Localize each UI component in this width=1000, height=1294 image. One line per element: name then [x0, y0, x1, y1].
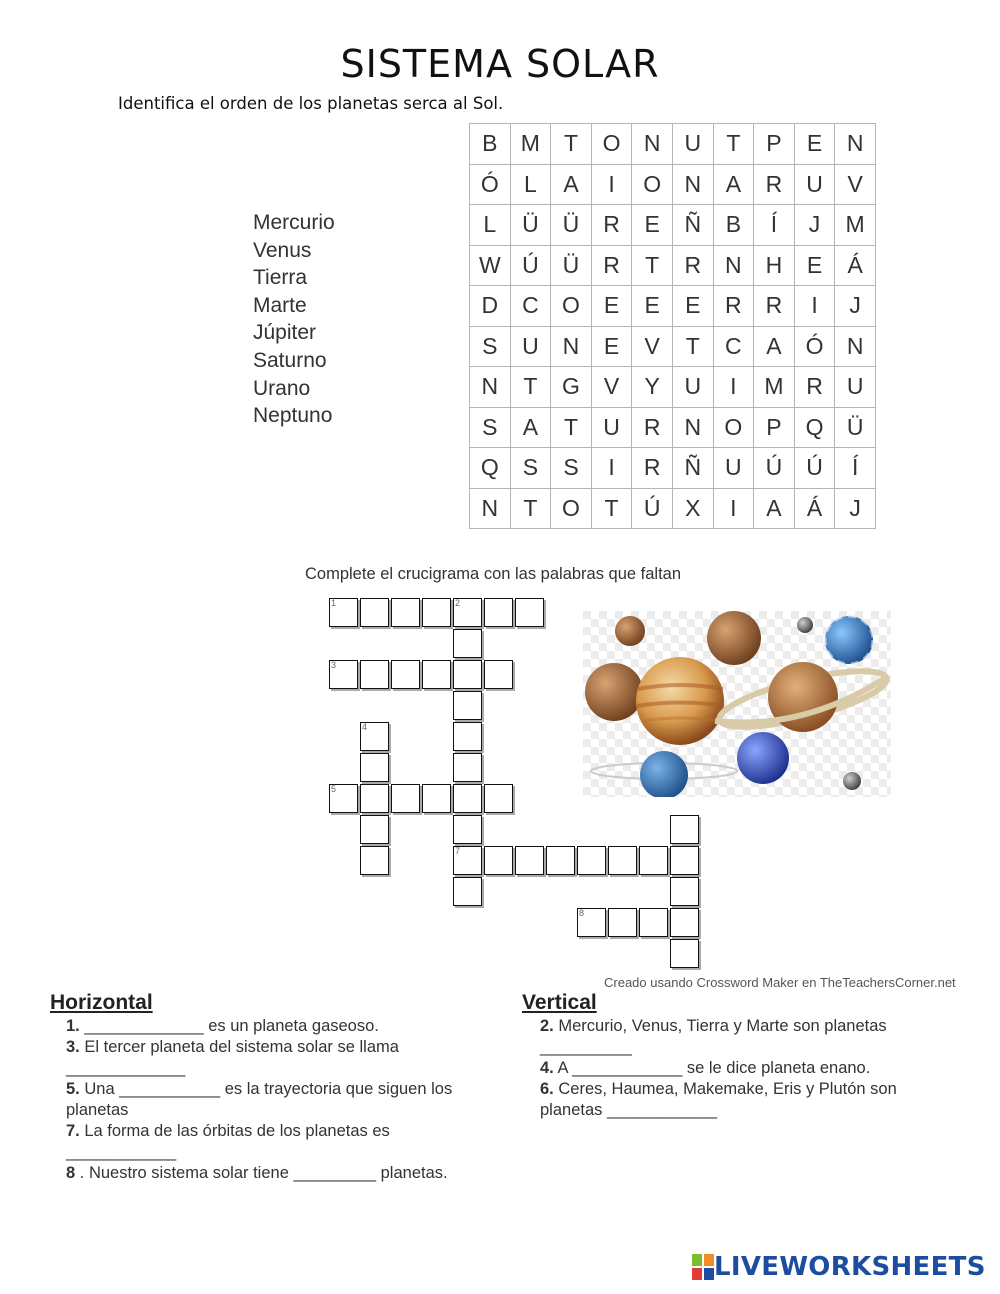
word-search-cell[interactable]: I	[713, 367, 754, 408]
crossword-cell[interactable]	[608, 846, 637, 875]
crossword-cell[interactable]	[360, 753, 389, 782]
clue-number: 5.	[66, 1080, 80, 1098]
word-search-cell[interactable]: O	[713, 407, 754, 448]
word-search-cell[interactable]: R	[591, 205, 632, 246]
clue-text: El tercer planeta del sistema solar se llama	[84, 1038, 399, 1056]
word-search-cell[interactable]: T	[551, 407, 592, 448]
word-search-cell[interactable]: A	[551, 164, 592, 205]
word-search-cell[interactable]: Ú	[510, 245, 551, 286]
clue-text: Mercurio, Venus, Tierra y Marte son planetas	[558, 1017, 887, 1035]
word-search-cell[interactable]: V	[632, 326, 673, 367]
crossword-cell[interactable]	[670, 846, 699, 875]
page-title: SISTEMA SOLAR	[340, 42, 660, 86]
word-search-cell[interactable]: Á	[794, 488, 835, 529]
crossword-number: 5	[331, 784, 337, 794]
word-search-cell[interactable]: Q	[794, 407, 835, 448]
crossword-cell[interactable]	[360, 815, 389, 844]
clue-line	[540, 1016, 960, 1037]
mercury-planet	[615, 616, 645, 646]
word-search-cell[interactable]: H	[754, 245, 795, 286]
word-search-cell[interactable]: M	[510, 124, 551, 165]
word-search-cell[interactable]: U	[672, 367, 713, 408]
crossword-cell[interactable]	[670, 877, 699, 906]
clue-text: Una ___________ es la trayectoria que siguen los	[84, 1080, 453, 1098]
crossword-cell[interactable]	[453, 660, 482, 689]
clue-text: ____________	[66, 1143, 177, 1161]
crossword-cell[interactable]	[453, 691, 482, 720]
word-search-cell[interactable]: E	[632, 205, 673, 246]
logo-text: LIVEWORKSHEETS	[714, 1252, 986, 1282]
clue-text: . Nuestro sistema solar tiene _________ planetas.	[79, 1164, 448, 1182]
word-search-row	[470, 286, 876, 327]
word-search-cell[interactable]: N	[835, 326, 876, 367]
crossword-cell[interactable]	[360, 660, 389, 689]
crossword-cell[interactable]	[453, 629, 482, 658]
word-search-cell[interactable]: N	[470, 367, 511, 408]
word-search-cell[interactable]: E	[632, 286, 673, 327]
word-search-cell[interactable]: Ó	[470, 164, 511, 205]
word-search-cell[interactable]: T	[510, 367, 551, 408]
word-search-row	[470, 367, 876, 408]
word-search-cell[interactable]: I	[591, 164, 632, 205]
word-search-cell[interactable]: U	[835, 367, 876, 408]
crossword-cell[interactable]	[515, 846, 544, 875]
clue-text: La forma de las órbitas de los planetas es	[84, 1122, 390, 1140]
instructions: Identifica el orden de los planetas serca al Sol.	[118, 94, 504, 113]
word-list-item: Saturno	[253, 348, 327, 372]
word-search-cell[interactable]: Ú	[794, 448, 835, 489]
crossword-cell[interactable]	[577, 846, 606, 875]
crossword-cell[interactable]	[360, 784, 389, 813]
word-list	[253, 209, 335, 430]
word-search-cell[interactable]: Q	[470, 448, 511, 489]
word-search-cell[interactable]: O	[591, 124, 632, 165]
crossword-number: 8	[579, 908, 585, 918]
word-search-cell[interactable]: T	[510, 488, 551, 529]
word-search-cell[interactable]: R	[794, 367, 835, 408]
clue-line	[66, 1058, 506, 1079]
word-search-cell[interactable]: R	[754, 286, 795, 327]
crossword-cell[interactable]	[453, 815, 482, 844]
crossword-cell[interactable]	[484, 784, 513, 813]
word-list-item: Mercurio	[253, 211, 335, 234]
word-search-cell[interactable]: T	[713, 124, 754, 165]
word-search-cell[interactable]: V	[835, 164, 876, 205]
crossword-number: 2	[455, 598, 461, 608]
clue-line	[540, 1100, 960, 1121]
word-search-cell[interactable]: V	[591, 367, 632, 408]
crossword-number: 4	[362, 722, 368, 732]
clue-number: 4.	[540, 1059, 554, 1077]
word-search-cell[interactable]: T	[591, 488, 632, 529]
word-search-cell[interactable]: N	[470, 488, 511, 529]
word-search-cell[interactable]: Á	[835, 245, 876, 286]
clue-line	[66, 1100, 506, 1121]
word-search-cell[interactable]: I	[713, 488, 754, 529]
word-search-cell[interactable]: L	[510, 164, 551, 205]
word-list-item: Marte	[253, 293, 307, 317]
word-search-cell[interactable]: O	[632, 164, 673, 205]
word-search-cell[interactable]: Ñ	[672, 205, 713, 246]
clue-text: __________	[540, 1038, 632, 1056]
word-search-row	[470, 124, 876, 165]
word-search-cell[interactable]: J	[835, 488, 876, 529]
word-search-cell[interactable]: Ú	[632, 488, 673, 529]
word-search-cell[interactable]: Ü	[835, 407, 876, 448]
crossword-cell[interactable]	[546, 846, 575, 875]
word-search-cell[interactable]: G	[551, 367, 592, 408]
horizontal-heading: Horizontal	[50, 991, 153, 1014]
crossword-number: 3	[331, 660, 337, 670]
clue-text: A ____________ se le dice planeta enano.	[557, 1059, 871, 1077]
clue-number: 2.	[540, 1017, 554, 1035]
crossword-cell[interactable]	[422, 598, 451, 627]
word-search-cell[interactable]: Y	[632, 367, 673, 408]
crossword-cell[interactable]	[515, 598, 544, 627]
clue-line	[540, 1058, 960, 1079]
word-search-cell[interactable]: M	[754, 367, 795, 408]
word-search-cell[interactable]: S	[470, 407, 511, 448]
clue-text: Ceres, Haumea, Makemake, Eris y Plutón son	[558, 1080, 897, 1098]
crossword-cell[interactable]	[391, 598, 420, 627]
clue-line	[66, 1163, 506, 1184]
word-list-item: Neptuno	[253, 404, 333, 428]
word-list-item: Venus	[253, 238, 312, 262]
word-search-cell[interactable]: Ü	[510, 205, 551, 246]
clue-line	[66, 1016, 506, 1037]
crossword-cell[interactable]	[484, 598, 513, 627]
word-search-cell[interactable]: S	[470, 326, 511, 367]
crossword-cell[interactable]	[484, 846, 513, 875]
word-search-row	[470, 205, 876, 246]
word-search-row	[470, 448, 876, 489]
neptune-planet	[737, 732, 789, 784]
word-search-cell[interactable]: Ñ	[672, 448, 713, 489]
word-search-cell[interactable]: E	[672, 286, 713, 327]
word-search-row	[470, 407, 876, 448]
clue-line	[540, 1079, 960, 1100]
clue-line	[66, 1037, 506, 1058]
word-search-cell[interactable]: B	[470, 124, 511, 165]
clue-line	[66, 1142, 506, 1163]
word-search-cell[interactable]: R	[754, 164, 795, 205]
clue-text: planetas	[66, 1101, 129, 1119]
word-search-cell[interactable]: N	[551, 326, 592, 367]
word-list-item: Tierra	[253, 266, 308, 290]
word-list-item: Júpiter	[253, 321, 317, 345]
crossword-cell[interactable]	[453, 722, 482, 751]
vertical-heading: Vertical	[522, 991, 597, 1014]
clue-number: 7.	[66, 1122, 80, 1140]
uranus-planet	[640, 751, 688, 797]
crossword-cell[interactable]	[360, 846, 389, 875]
word-search-cell[interactable]: M	[835, 205, 876, 246]
clue-number: 3.	[66, 1038, 80, 1056]
clue-text: planetas ____________	[540, 1101, 718, 1119]
crossword-cell[interactable]	[391, 660, 420, 689]
word-search-cell[interactable]: R	[632, 448, 673, 489]
word-search-cell[interactable]: U	[672, 124, 713, 165]
word-search-row	[470, 164, 876, 205]
word-search-cell[interactable]: A	[510, 407, 551, 448]
word-search-cell[interactable]: E	[794, 124, 835, 165]
word-search-cell[interactable]: J	[794, 205, 835, 246]
word-search-cell[interactable]: T	[672, 326, 713, 367]
word-search-cell[interactable]: Í	[835, 448, 876, 489]
word-search-cell[interactable]: T	[551, 124, 592, 165]
horizontal-clues	[66, 1016, 506, 1184]
word-search-cell[interactable]: B	[713, 205, 754, 246]
clue-text: _____________ es un planeta gaseoso.	[84, 1017, 379, 1035]
word-search-cell[interactable]: U	[713, 448, 754, 489]
crossword-cell[interactable]	[670, 939, 699, 968]
clue-text: _____________	[66, 1059, 186, 1077]
word-search-cell[interactable]: R	[713, 286, 754, 327]
word-search-cell[interactable]: P	[754, 407, 795, 448]
word-search-cell[interactable]: R	[591, 245, 632, 286]
word-search-cell[interactable]: A	[713, 164, 754, 205]
crossword-cell[interactable]	[639, 908, 668, 937]
credit-text: Creado usando Crossword Maker en TheTeachersCorner.net	[604, 975, 956, 990]
word-search-cell[interactable]: N	[672, 407, 713, 448]
liveworksheets-logo	[692, 1252, 986, 1282]
word-search-row	[470, 488, 876, 529]
crossword-number: 1	[331, 598, 337, 608]
crossword-caption: Complete el crucigrama con las palabras que faltan	[305, 565, 682, 583]
clue-number: 6.	[540, 1080, 554, 1098]
clue-number: 1.	[66, 1017, 80, 1035]
word-search-cell[interactable]: Í	[754, 205, 795, 246]
word-search-cell[interactable]: R	[632, 407, 673, 448]
word-search-cell[interactable]: N	[713, 245, 754, 286]
crossword-cell[interactable]	[422, 660, 451, 689]
clue-line	[66, 1121, 506, 1142]
word-search-cell[interactable]: D	[470, 286, 511, 327]
word-search-cell[interactable]: S	[551, 448, 592, 489]
word-search-cell[interactable]: X	[672, 488, 713, 529]
word-search-cell[interactable]: U	[794, 164, 835, 205]
crossword-cell[interactable]	[391, 784, 420, 813]
crossword-cell[interactable]	[639, 846, 668, 875]
crossword-cell[interactable]	[670, 815, 699, 844]
pluto-planet	[843, 772, 861, 790]
word-search-row	[470, 326, 876, 367]
word-search-cell[interactable]: N	[672, 164, 713, 205]
word-search-cell[interactable]: C	[713, 326, 754, 367]
word-search-cell[interactable]: P	[754, 124, 795, 165]
word-search-cell[interactable]: Ü	[551, 245, 592, 286]
crossword-cell[interactable]	[608, 908, 637, 937]
word-search-row	[470, 245, 876, 286]
crossword-cell[interactable]	[453, 784, 482, 813]
word-search-cell[interactable]: Ó	[794, 326, 835, 367]
word-search-cell[interactable]: I	[794, 286, 835, 327]
word-search-cell[interactable]: Ú	[754, 448, 795, 489]
word-search-grid	[469, 123, 876, 529]
word-search-cell[interactable]: C	[510, 286, 551, 327]
word-search-cell[interactable]: N	[632, 124, 673, 165]
word-search-cell[interactable]: A	[754, 326, 795, 367]
crossword-cell[interactable]	[453, 753, 482, 782]
crossword-cell[interactable]	[670, 908, 699, 937]
word-search-cell[interactable]: W	[470, 245, 511, 286]
crossword-number: 7	[455, 846, 461, 856]
word-search-cell[interactable]: L	[470, 205, 511, 246]
clue-number: 8	[66, 1164, 76, 1182]
word-list-item: Urano	[253, 376, 311, 400]
planets-image	[583, 611, 891, 797]
word-search-cell[interactable]: R	[672, 245, 713, 286]
small-moon	[797, 617, 813, 633]
crossword-cell[interactable]	[484, 660, 513, 689]
word-search-cell[interactable]: Ü	[551, 205, 592, 246]
crossword-cell[interactable]	[453, 877, 482, 906]
vertical-clues	[540, 1016, 960, 1121]
live-badge-icon	[692, 1254, 714, 1280]
word-search-cell[interactable]: U	[510, 326, 551, 367]
mars-planet	[585, 663, 643, 721]
venus-planet	[707, 611, 761, 665]
word-search-cell[interactable]: O	[551, 488, 592, 529]
clue-line	[66, 1079, 506, 1100]
crossword-cell[interactable]	[422, 784, 451, 813]
word-search-cell[interactable]: E	[591, 326, 632, 367]
word-search-cell[interactable]: E	[794, 245, 835, 286]
word-search-cell[interactable]: U	[591, 407, 632, 448]
word-search-cell[interactable]: E	[591, 286, 632, 327]
crossword-cell[interactable]	[360, 598, 389, 627]
clue-line	[540, 1037, 960, 1058]
word-search-cell[interactable]: A	[754, 488, 795, 529]
word-search-cell[interactable]: J	[835, 286, 876, 327]
word-search-cell[interactable]: N	[835, 124, 876, 165]
word-search-cell[interactable]: I	[591, 448, 632, 489]
word-search-cell[interactable]: O	[551, 286, 592, 327]
word-search-cell[interactable]: T	[632, 245, 673, 286]
word-search-cell[interactable]: S	[510, 448, 551, 489]
